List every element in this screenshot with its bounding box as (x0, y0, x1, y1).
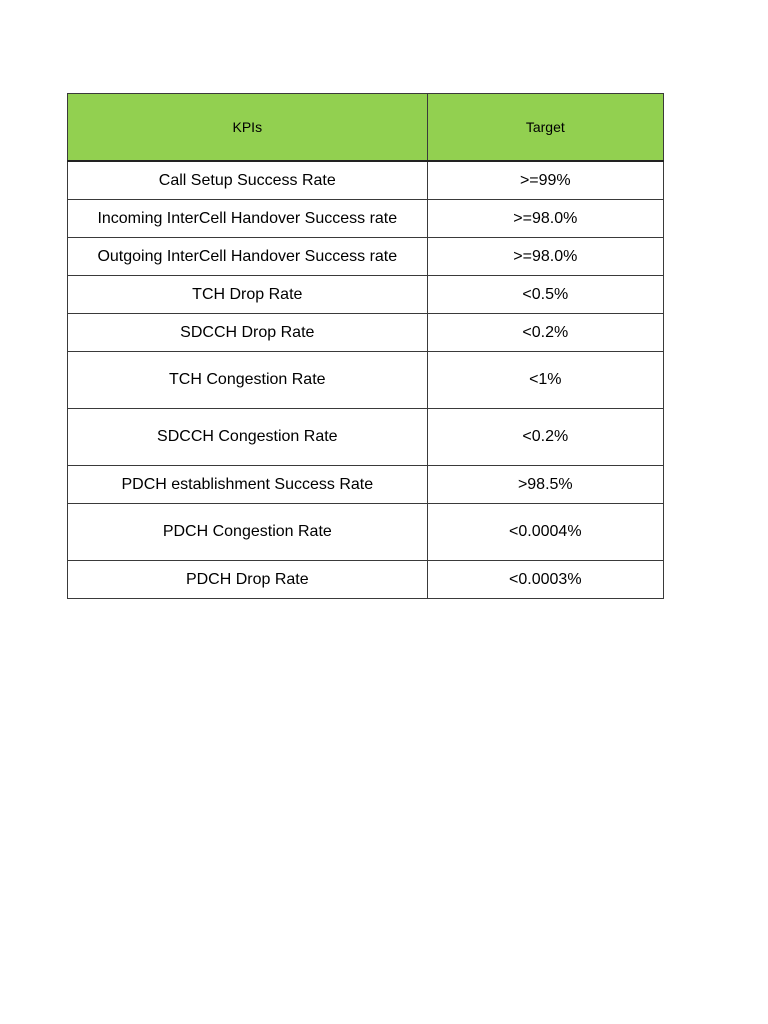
kpi-cell: PDCH establishment Success Rate (68, 466, 428, 504)
target-cell: >=98.0% (427, 200, 663, 238)
target-cell: <0.5% (427, 276, 663, 314)
target-cell: >98.5% (427, 466, 663, 504)
kpi-cell: Outgoing InterCell Handover Success rate (68, 238, 428, 276)
kpi-cell: PDCH Congestion Rate (68, 504, 428, 561)
kpi-cell: TCH Congestion Rate (68, 352, 428, 409)
table-row (68, 161, 664, 200)
target-cell: <0.2% (427, 314, 663, 352)
kpi-target-table (67, 93, 664, 599)
target-cell: <0.0003% (427, 561, 663, 599)
kpi-cell: Incoming InterCell Handover Success rate (68, 200, 428, 238)
kpi-cell: Call Setup Success Rate (68, 161, 428, 200)
kpi-cell: SDCCH Drop Rate (68, 314, 428, 352)
target-cell: >=98.0% (427, 238, 663, 276)
target-cell: <0.0004% (427, 504, 663, 561)
table-row (68, 238, 664, 276)
table-row (68, 200, 664, 238)
table-header-row (68, 94, 664, 162)
target-cell: <1% (427, 352, 663, 409)
table-row (68, 409, 664, 466)
target-cell: <0.2% (427, 409, 663, 466)
table-row (68, 561, 664, 599)
target-cell: >=99% (427, 161, 663, 200)
table-row (68, 466, 664, 504)
table-row (68, 314, 664, 352)
table-row (68, 504, 664, 561)
kpi-cell: SDCCH Congestion Rate (68, 409, 428, 466)
header-target: Target (427, 94, 663, 162)
table-row (68, 352, 664, 409)
kpi-cell: PDCH Drop Rate (68, 561, 428, 599)
table-row (68, 276, 664, 314)
kpi-cell: TCH Drop Rate (68, 276, 428, 314)
header-kpis: KPIs (68, 94, 428, 162)
